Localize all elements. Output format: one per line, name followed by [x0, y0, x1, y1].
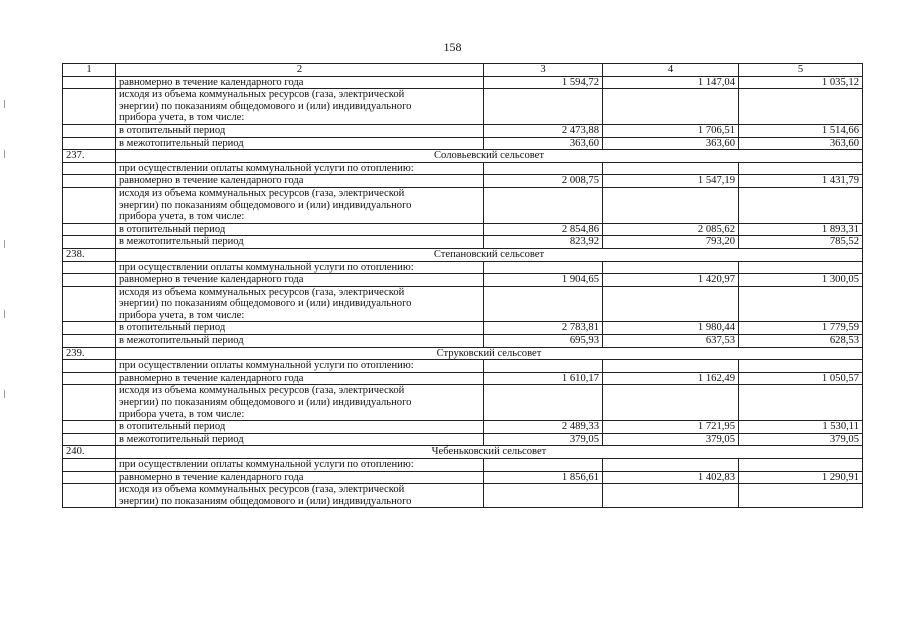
row-number-cell	[63, 385, 116, 421]
margin-mark	[4, 310, 5, 318]
column-number-4: 4	[603, 64, 739, 77]
column-number-3: 3	[484, 64, 603, 77]
table-row	[63, 137, 863, 150]
value-col-5: 379,05	[739, 433, 863, 446]
empty-col-3	[484, 286, 603, 322]
value-col-4: 379,05	[603, 433, 739, 446]
empty-col-3	[484, 187, 603, 223]
value-col-5: 1 290,91	[739, 471, 863, 484]
text-row	[63, 261, 863, 274]
table-row	[63, 76, 863, 89]
value-col-5: 1 893,31	[739, 223, 863, 236]
value-col-5: 628,53	[739, 335, 863, 348]
row-number-cell	[63, 124, 116, 137]
value-col-4: 1 721,95	[603, 421, 739, 434]
value-col-5: 1 035,12	[739, 76, 863, 89]
value-col-3: 2 489,33	[484, 421, 603, 434]
value-col-3: 2 854,86	[484, 223, 603, 236]
value-col-4: 2 085,62	[603, 223, 739, 236]
empty-col-5	[739, 459, 863, 472]
margin-mark	[4, 150, 5, 158]
empty-col-3	[484, 484, 603, 508]
row-label: исходя из объема коммунальных ресурсов (газа, электрической энергии) по показаниям общедомового и (или) индивидуального прибора учета, в том числе:	[116, 385, 484, 421]
table-row	[63, 236, 863, 249]
value-col-4: 1 420,97	[603, 274, 739, 287]
row-number-cell	[63, 76, 116, 89]
empty-col-4	[603, 261, 739, 274]
row-number-cell	[63, 421, 116, 434]
value-col-3: 695,93	[484, 335, 603, 348]
row-number-cell	[63, 286, 116, 322]
row-label: исходя из объема коммунальных ресурсов (газа, электрической энергии) по показаниям общедомового и (или) индивидуального прибора учета, в том числе:	[116, 286, 484, 322]
row-label: равномерно в течение календарного года	[116, 175, 484, 188]
empty-col-3	[484, 261, 603, 274]
value-col-3: 1 610,17	[484, 372, 603, 385]
table-row	[63, 421, 863, 434]
section-row	[63, 150, 863, 163]
value-col-5: 1 514,66	[739, 124, 863, 137]
row-number-cell	[63, 223, 116, 236]
row-number-cell	[63, 236, 116, 249]
empty-col-5	[739, 385, 863, 421]
row-label: в межотопительный период	[116, 433, 484, 446]
value-col-3: 1 856,61	[484, 471, 603, 484]
value-col-5: 1 779,59	[739, 322, 863, 335]
value-col-5: 785,52	[739, 236, 863, 249]
table-row	[63, 322, 863, 335]
row-label: равномерно в течение календарного года	[116, 76, 484, 89]
empty-col-3	[484, 89, 603, 125]
multiline-row	[63, 187, 863, 223]
table-row	[63, 223, 863, 236]
row-number-cell	[63, 372, 116, 385]
table-row	[63, 433, 863, 446]
table-row	[63, 274, 863, 287]
table-row	[63, 175, 863, 188]
row-number-cell	[63, 335, 116, 348]
section-row	[63, 446, 863, 459]
empty-col-5	[739, 261, 863, 274]
row-number: 240.	[63, 446, 116, 459]
empty-col-5	[739, 360, 863, 373]
row-number-cell	[63, 459, 116, 472]
empty-col-3	[484, 459, 603, 472]
text-row	[63, 360, 863, 373]
empty-col-3	[484, 162, 603, 175]
empty-col-5	[739, 162, 863, 175]
empty-col-4	[603, 286, 739, 322]
page-number: 158	[443, 40, 462, 54]
value-col-3: 1 904,65	[484, 274, 603, 287]
table-row	[63, 372, 863, 385]
section-row	[63, 347, 863, 360]
value-col-3: 823,92	[484, 236, 603, 249]
row-number-cell	[63, 433, 116, 446]
column-number-row	[63, 64, 863, 77]
row-label: исходя из объема коммунальных ресурсов (газа, электрической энергии) по показаниям общедомового и (или) индивидуального прибора учета, в том числе:	[116, 187, 484, 223]
empty-col-4	[603, 484, 739, 508]
section-title: Соловьевский сельсовет	[116, 150, 863, 163]
empty-col-5	[739, 89, 863, 125]
row-label: исходя из объема коммунальных ресурсов (газа, электрической энергии) по показаниям общедомового и (или) индивидуального	[116, 484, 484, 508]
multiline-row	[63, 89, 863, 125]
value-col-5: 1 431,79	[739, 175, 863, 188]
value-col-5: 1 050,57	[739, 372, 863, 385]
section-title: Степановский сельсовет	[116, 248, 863, 261]
row-number-cell	[63, 137, 116, 150]
empty-col-5	[739, 286, 863, 322]
section-row	[63, 248, 863, 261]
value-col-3: 2 008,75	[484, 175, 603, 188]
value-col-4: 1 980,44	[603, 322, 739, 335]
empty-col-5	[739, 484, 863, 508]
value-col-4: 1 147,04	[603, 76, 739, 89]
row-number-cell	[63, 187, 116, 223]
value-col-5: 1 300,05	[739, 274, 863, 287]
empty-col-3	[484, 360, 603, 373]
text-row	[63, 459, 863, 472]
value-col-4: 1 547,19	[603, 175, 739, 188]
row-label: в отопительный период	[116, 223, 484, 236]
value-col-5: 1 530,11	[739, 421, 863, 434]
row-number-cell	[63, 89, 116, 125]
table-row	[63, 124, 863, 137]
margin-mark	[4, 100, 5, 108]
value-col-3: 2 783,81	[484, 322, 603, 335]
value-col-3: 1 594,72	[484, 76, 603, 89]
column-number-1: 1	[63, 64, 116, 77]
value-col-4: 363,60	[603, 137, 739, 150]
value-col-4: 1 706,51	[603, 124, 739, 137]
row-label: равномерно в течение календарного года	[116, 274, 484, 287]
row-label: равномерно в течение календарного года	[116, 471, 484, 484]
column-number-2: 2	[116, 64, 484, 77]
value-col-4: 1 402,83	[603, 471, 739, 484]
multiline-row	[63, 484, 863, 508]
value-col-5: 363,60	[739, 137, 863, 150]
row-label: при осуществлении оплаты коммунальной услуги по отоплению:	[116, 360, 484, 373]
column-number-5: 5	[739, 64, 863, 77]
row-label: в межотопительный период	[116, 335, 484, 348]
row-number: 239.	[63, 347, 116, 360]
row-number-cell	[63, 274, 116, 287]
row-number-cell	[63, 471, 116, 484]
value-col-3: 2 473,88	[484, 124, 603, 137]
value-col-4: 637,53	[603, 335, 739, 348]
section-title: Струковский сельсовет	[116, 347, 863, 360]
row-label: при осуществлении оплаты коммунальной услуги по отоплению:	[116, 459, 484, 472]
row-number-cell	[63, 484, 116, 508]
value-col-3: 379,05	[484, 433, 603, 446]
row-label: в межотопительный период	[116, 236, 484, 249]
text-row	[63, 162, 863, 175]
row-label: при осуществлении оплаты коммунальной услуги по отоплению:	[116, 162, 484, 175]
row-label: исходя из объема коммунальных ресурсов (газа, электрической энергии) по показаниям общедомового и (или) индивидуального прибора учета, в том числе:	[116, 89, 484, 125]
empty-col-5	[739, 187, 863, 223]
value-col-3: 363,60	[484, 137, 603, 150]
row-number-cell	[63, 261, 116, 274]
tariff-table	[62, 63, 863, 508]
row-number-cell	[63, 162, 116, 175]
empty-col-4	[603, 459, 739, 472]
table-row	[63, 335, 863, 348]
row-label: равномерно в течение календарного года	[116, 372, 484, 385]
row-number: 237.	[63, 150, 116, 163]
value-col-4: 1 162,49	[603, 372, 739, 385]
empty-col-4	[603, 385, 739, 421]
row-label: в отопительный период	[116, 124, 484, 137]
row-label: в отопительный период	[116, 421, 484, 434]
margin-mark	[4, 240, 5, 248]
table-row	[63, 471, 863, 484]
empty-col-4	[603, 89, 739, 125]
section-title: Чебеньковский сельсовет	[116, 446, 863, 459]
row-label: в межотопительный период	[116, 137, 484, 150]
empty-col-4	[603, 162, 739, 175]
row-label: при осуществлении оплаты коммунальной услуги по отоплению:	[116, 261, 484, 274]
multiline-row	[63, 286, 863, 322]
row-label: в отопительный период	[116, 322, 484, 335]
empty-col-4	[603, 187, 739, 223]
scan-margin-marks	[4, 60, 6, 420]
multiline-row	[63, 385, 863, 421]
row-number-cell	[63, 322, 116, 335]
empty-col-3	[484, 385, 603, 421]
empty-col-4	[603, 360, 739, 373]
row-number: 238.	[63, 248, 116, 261]
margin-mark	[4, 390, 5, 398]
value-col-4: 793,20	[603, 236, 739, 249]
row-number-cell	[63, 360, 116, 373]
row-number-cell	[63, 175, 116, 188]
